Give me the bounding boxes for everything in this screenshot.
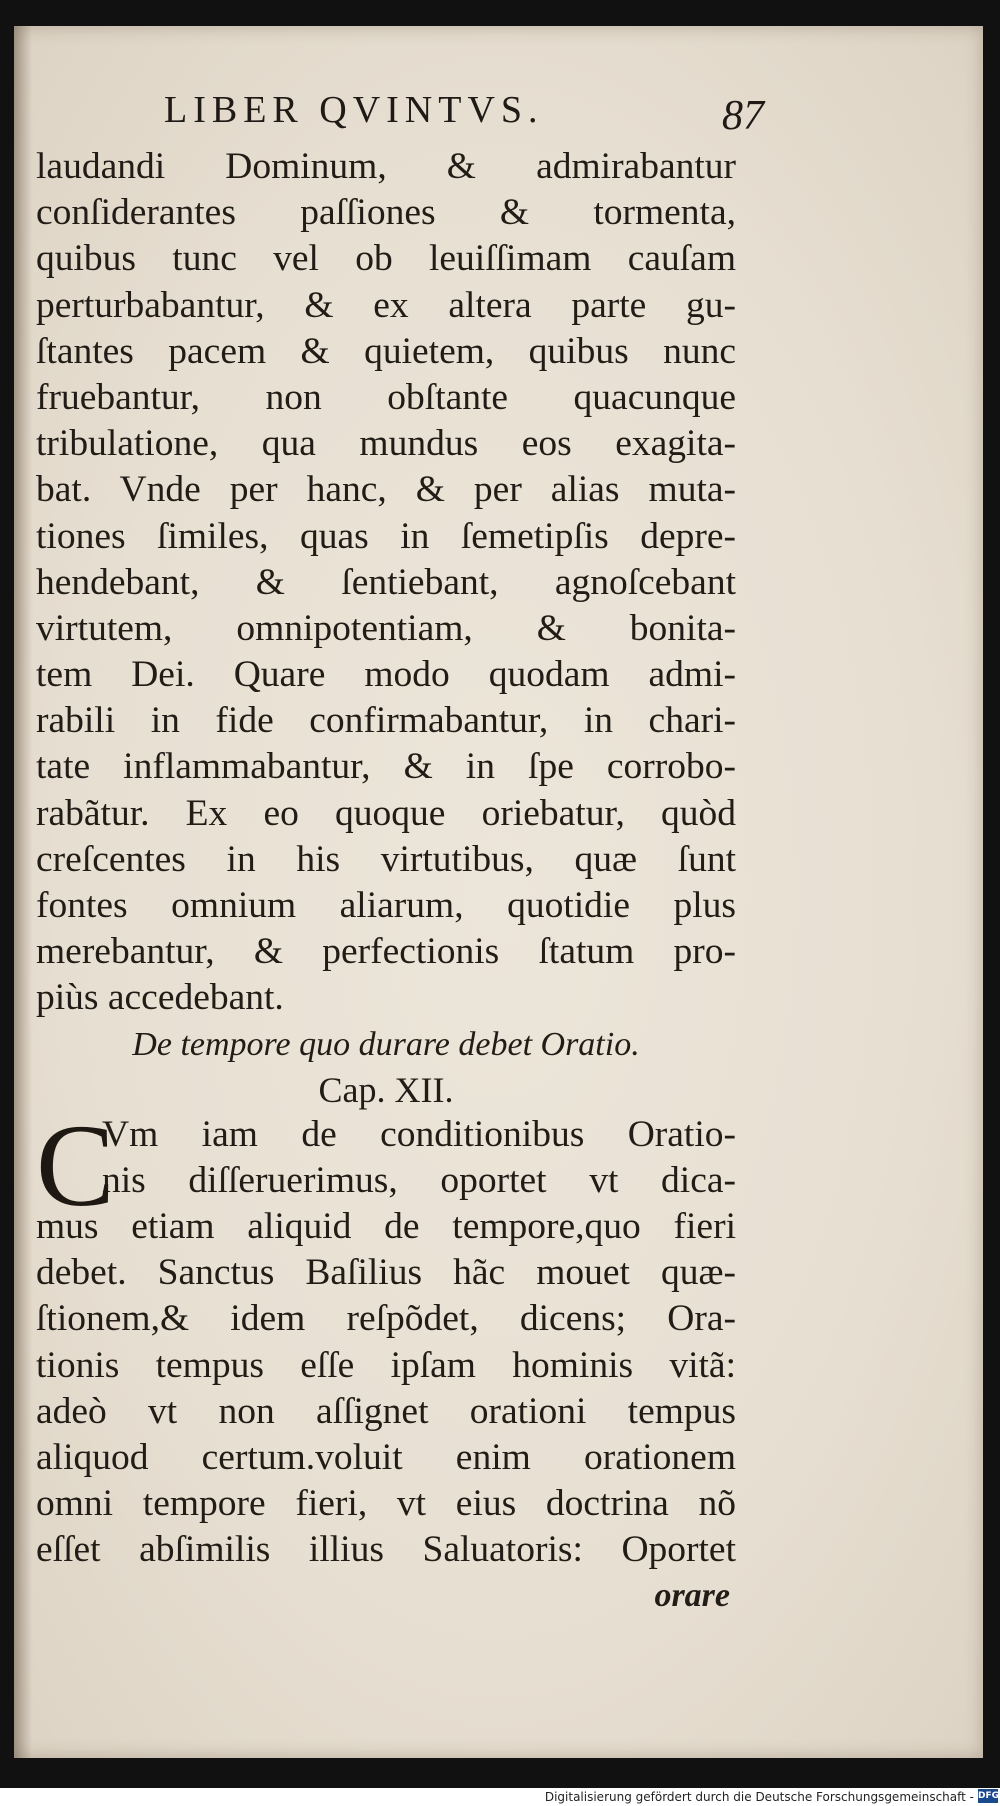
gutter-shadow — [14, 26, 32, 1758]
text-line: mus etiam aliquid de tempore,quo fieri — [36, 1205, 736, 1247]
catchword: orare — [654, 1577, 730, 1615]
text-line: rabãtur. Ex eo quoque oriebatur, quòd — [36, 792, 736, 834]
paragraph-1 — [36, 144, 736, 1022]
page-number: 87 — [722, 93, 764, 139]
text-line: rabili in fide confirmabantur, in chari- — [36, 700, 736, 742]
text-line: Vm iam de conditionibus Oratio- — [102, 1113, 736, 1155]
paragraph-2 — [36, 1099, 736, 1574]
dfg-logo-icon: DFG — [978, 1791, 1000, 1801]
text-line: virtutem, omnipotentiam, & bonita- — [36, 607, 736, 649]
text-line: adeò vt non aſſignet orationi tempus — [36, 1390, 736, 1432]
text-line: tionis tempus eſſe ipſam hominis vitã: — [36, 1344, 736, 1386]
text-line: quibus tunc vel ob leuiſſimam cauſam — [36, 238, 736, 280]
text-line: creſcentes in his virtutibus, quæ ſunt — [36, 838, 736, 880]
running-title: LIBER QVINTVS. — [164, 89, 544, 131]
footer-credit: Digitalisierung gefördert durch die Deutsche Forschungsgemeinschaft - — [544, 1790, 974, 1804]
text-line: ſtantes pacem & quietem, quibus nunc — [36, 330, 736, 372]
text-line: ſtionem,& idem reſpõdet, dicens; Ora- — [36, 1298, 736, 1340]
chapter-number: Cap. XII. — [318, 1069, 454, 1110]
text-line: laudandi Dominum, & admirabantur — [36, 146, 736, 187]
drop-cap: C — [36, 1099, 115, 1231]
text-line: aliquod certum.voluit enim orationem — [36, 1436, 736, 1478]
text-line: merebantur, & perfectionis ſtatum pro- — [36, 931, 736, 973]
text-line: nis diſſeruerimus, oportet vt dica- — [102, 1159, 736, 1201]
text-line: omni tempore fieri, vt eius doctrina nõ — [36, 1483, 736, 1525]
text-line: hendebant, & ſentiebant, agnoſcebant — [36, 561, 736, 603]
text-line: eſſet abſimilis illius Saluatoris: Oportet — [36, 1529, 736, 1571]
chapter-heading: De tempore quo durare debet Oratio. — [132, 1025, 640, 1063]
text-line: fontes omnium aliarum, quotidie plus — [36, 885, 736, 926]
text-line: debet. Sanctus Baſilius hãc mouet quæ- — [36, 1252, 736, 1294]
text-line: tate inflammabantur, & in ſpe corrobo- — [36, 746, 736, 788]
text-line: bat. Vnde per hanc, & per alias muta- — [36, 469, 736, 511]
text-line: tiones ſimiles, quas in ſemetipſis depre- — [36, 515, 736, 557]
text-line: perturbabantur, & ex altera parte gu- — [36, 284, 736, 326]
book-page — [14, 26, 983, 1758]
text-line: tribulatione, qua mundus eos exagita- — [36, 423, 736, 465]
text-line: piùs accedebant. — [36, 977, 284, 1019]
text-line: conſiderantes paſſiones & tormenta, — [36, 192, 736, 234]
text-line: tem Dei. Quare modo quodam admi- — [36, 654, 736, 696]
text-block — [36, 144, 736, 1619]
text-line: fruebantur, non obſtante quacunque — [36, 376, 736, 418]
